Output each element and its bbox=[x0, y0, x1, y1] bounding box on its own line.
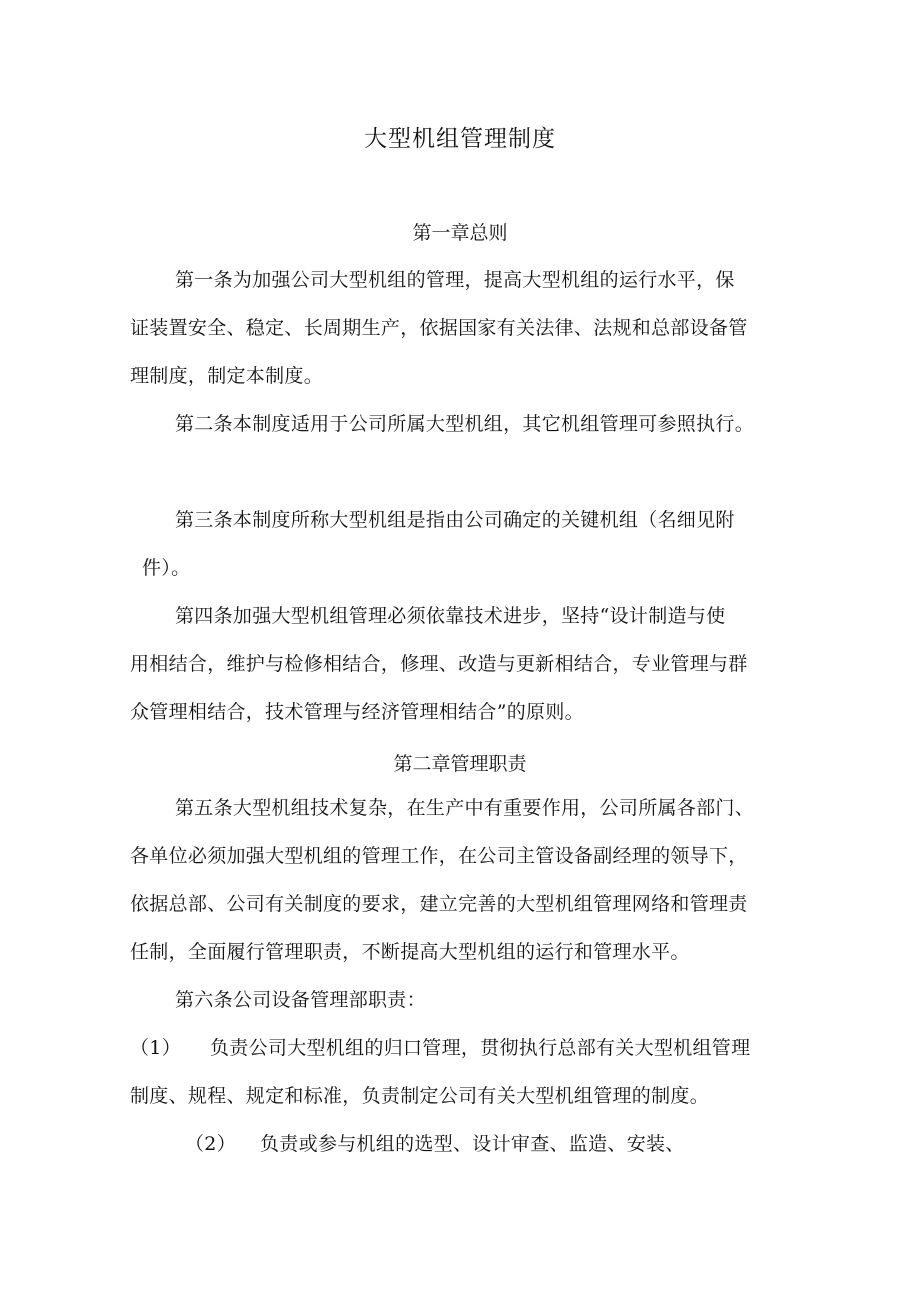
item-2-line-1: 负责或参与机组的选型、设计审查、监造、安装、 bbox=[260, 1133, 685, 1155]
article-4-line-3: 众管理相结合，技术管理与经济管理相结合”的原则。 bbox=[130, 701, 584, 723]
item-1-number: （1） bbox=[130, 1037, 181, 1059]
article-2: 第二条本制度适用于公司所属大型机组，其它机组管理可参照执行。 bbox=[175, 413, 755, 435]
article-1-line-2: 证装置安全、稳定、长周期生产，依据国家有关法律、法规和总部设备管 bbox=[130, 317, 748, 339]
chapter-heading-2: 第二章管理职责 bbox=[393, 753, 527, 775]
article-6: 第六条公司设备管理部职责： bbox=[175, 989, 426, 1011]
item-1-line-1: 负责公司大型机组的归口管理，贯彻执行总部有关大型机组管理 bbox=[210, 1037, 751, 1059]
article-5-line-4: 任制，全面履行管理职责，不断提高大型机组的运行和管理水平。 bbox=[130, 941, 690, 963]
article-1-line-1: 第一条为加强公司大型机组的管理，提高大型机组的运行水平，保 bbox=[175, 269, 735, 291]
chapter-heading-1: 第一章总则 bbox=[412, 222, 508, 244]
article-5-line-3: 依据总部、公司有关制度的要求，建立完善的大型机组管理网络和管理责 bbox=[130, 893, 748, 915]
article-5-line-1: 第五条大型机组技术复杂，在生产中有重要作用，公司所属各部门、 bbox=[175, 797, 755, 819]
article-1-line-3: 理制度，制定本制度。 bbox=[130, 365, 324, 387]
item-2-number: （2） bbox=[185, 1133, 236, 1155]
document-title: 大型机组管理制度 bbox=[364, 126, 556, 152]
article-4-line-1: 第四条加强大型机组管理必须依靠技术进步，坚持“设计制造与使 bbox=[175, 605, 726, 627]
article-3-line-2: 件）。 bbox=[142, 557, 191, 579]
article-4-line-2: 用相结合，维护与检修相结合，修理、改造与更新相结合，专业管理与群 bbox=[130, 653, 748, 675]
item-1-line-2: 制度、规程、规定和标准，负责制定公司有关大型机组管理的制度。 bbox=[130, 1085, 710, 1107]
article-5-line-2: 各单位必须加强大型机组的管理工作，在公司主管设备副经理的领导下， bbox=[130, 845, 748, 867]
article-3-line-1: 第三条本制度所称大型机组是指由公司确定的关键机组（名细见附 bbox=[175, 509, 735, 531]
